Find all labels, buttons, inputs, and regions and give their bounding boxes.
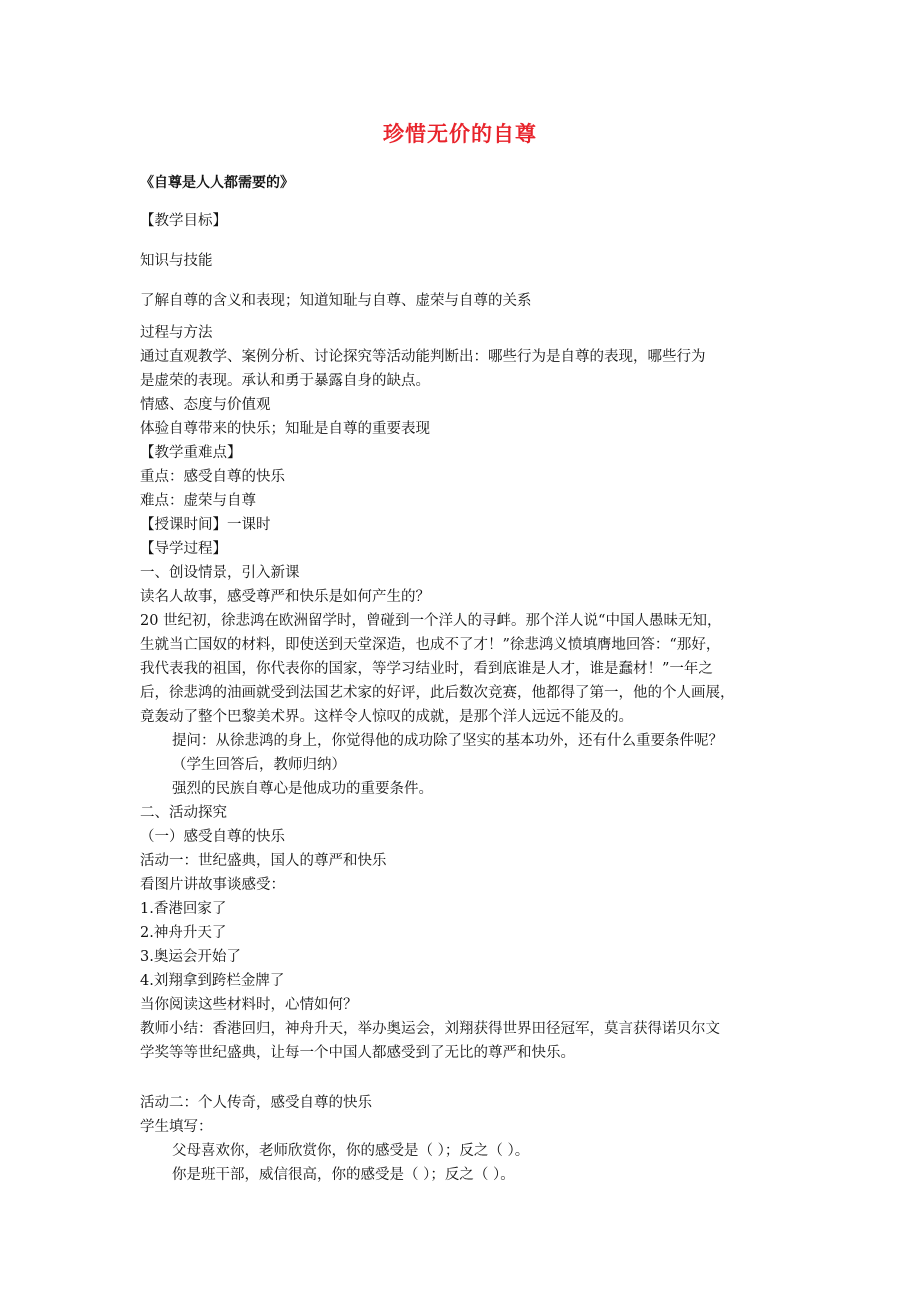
paragraph-line: 生就当亡国奴的材料，即使送到天堂深造，也成不了才！”徐悲鸿义愤填膺地回答：“那好， — [140, 637, 721, 653]
paragraph-line: 活动一：世纪盛典，国人的尊严和快乐 — [140, 853, 387, 869]
paragraph-line: （学生回答后，教师归纳） — [172, 757, 346, 773]
subsection-heading: 知识与技能 — [140, 253, 213, 269]
paragraph-line: 强烈的民族自尊心是他成功的重要条件。 — [172, 781, 433, 797]
subsection-heading: 一、创设情景，引入新课 — [140, 565, 300, 581]
paragraph-line: 体验自尊带来的快乐；知耻是自尊的重要表现 — [140, 421, 430, 437]
section-heading: 【教学重难点】 — [140, 445, 242, 461]
list-item: 3.奥运会开始了 — [140, 949, 241, 965]
document-title: 珍惜无价的自尊 — [383, 122, 537, 146]
document-subtitle: 《自尊是人人都需要的》 — [140, 175, 294, 191]
subsection-heading: （一）感受自尊的快乐 — [140, 829, 285, 845]
paragraph-line: 当你阅读这些材料时，心情如何？ — [140, 997, 358, 1013]
section-heading: 【导学过程】 — [140, 541, 227, 557]
paragraph-line: 难点：虚荣与自尊 — [140, 493, 256, 509]
paragraph-line: 了解自尊的含义和表现；知道知耻与自尊、虚荣与自尊的关系 — [140, 293, 532, 309]
paragraph-line: 后，徐悲鸿的油画就受到法国艺术家的好评，此后数次竞赛，他都得了第一，他的个人画展， — [140, 685, 735, 701]
paragraph-line: 竟轰动了整个巴黎美术界。这样令人惊叹的成就，是那个洋人远远不能及的。 — [140, 709, 633, 725]
list-item: 4.刘翔拿到跨栏金牌了 — [140, 973, 285, 989]
subsection-heading: 过程与方法 — [140, 325, 213, 341]
paragraph-line: 20 世纪初，徐悲鸿在欧洲留学时，曾碰到一个洋人的寻衅。那个洋人说“中国人愚昧无知， — [140, 613, 722, 629]
paragraph-line: 活动二：个人传奇，感受自尊的快乐 — [140, 1095, 372, 1111]
list-item: 1.香港回家了 — [140, 901, 227, 917]
paragraph-line: 提问：从徐悲鸿的身上，你觉得他的成功除了坚实的基本功外，还有什么重要条件呢？ — [172, 733, 723, 749]
paragraph-line: 看图片讲故事谈感受： — [140, 877, 285, 893]
subsection-heading: 情感、态度与价值观 — [140, 397, 271, 413]
section-heading: 【授课时间】一课时 — [140, 517, 271, 533]
fill-in-line: 父母喜欢你，老师欣赏你，你的感受是（ ）；反之（ ）。 — [172, 1143, 530, 1159]
paragraph-line: 学生填写： — [140, 1119, 213, 1135]
paragraph-line: 我代表我的祖国，你代表你的国家，等学习结业时，看到底谁是人才，谁是蠢材！”一年之 — [140, 661, 713, 677]
list-item: 2.神舟升天了 — [140, 925, 227, 941]
paragraph-line: 重点：感受自尊的快乐 — [140, 469, 285, 485]
paragraph-line: 学奖等等世纪盛典，让每一个中国人都感受到了无比的尊严和快乐。 — [140, 1045, 575, 1061]
paragraph-line: 通过直观教学、案例分析、讨论探究等活动能判断出：哪些行为是自尊的表现，哪些行为 — [140, 349, 706, 365]
subsection-heading: 二、活动探究 — [140, 805, 227, 821]
paragraph-line: 读名人故事，感受尊严和快乐是如何产生的？ — [140, 589, 430, 605]
paragraph-line: 教师小结：香港回归，神舟升天，举办奥运会，刘翔获得世界田径冠军，莫言获得诺贝尔文 — [140, 1021, 720, 1037]
section-heading: 【教学目标】 — [140, 213, 227, 229]
paragraph-line: 是虚荣的表现。承认和勇于暴露自身的缺点。 — [140, 373, 430, 389]
fill-in-line: 你是班干部，威信很高，你的感受是（ ）；反之（ ）。 — [172, 1167, 515, 1183]
